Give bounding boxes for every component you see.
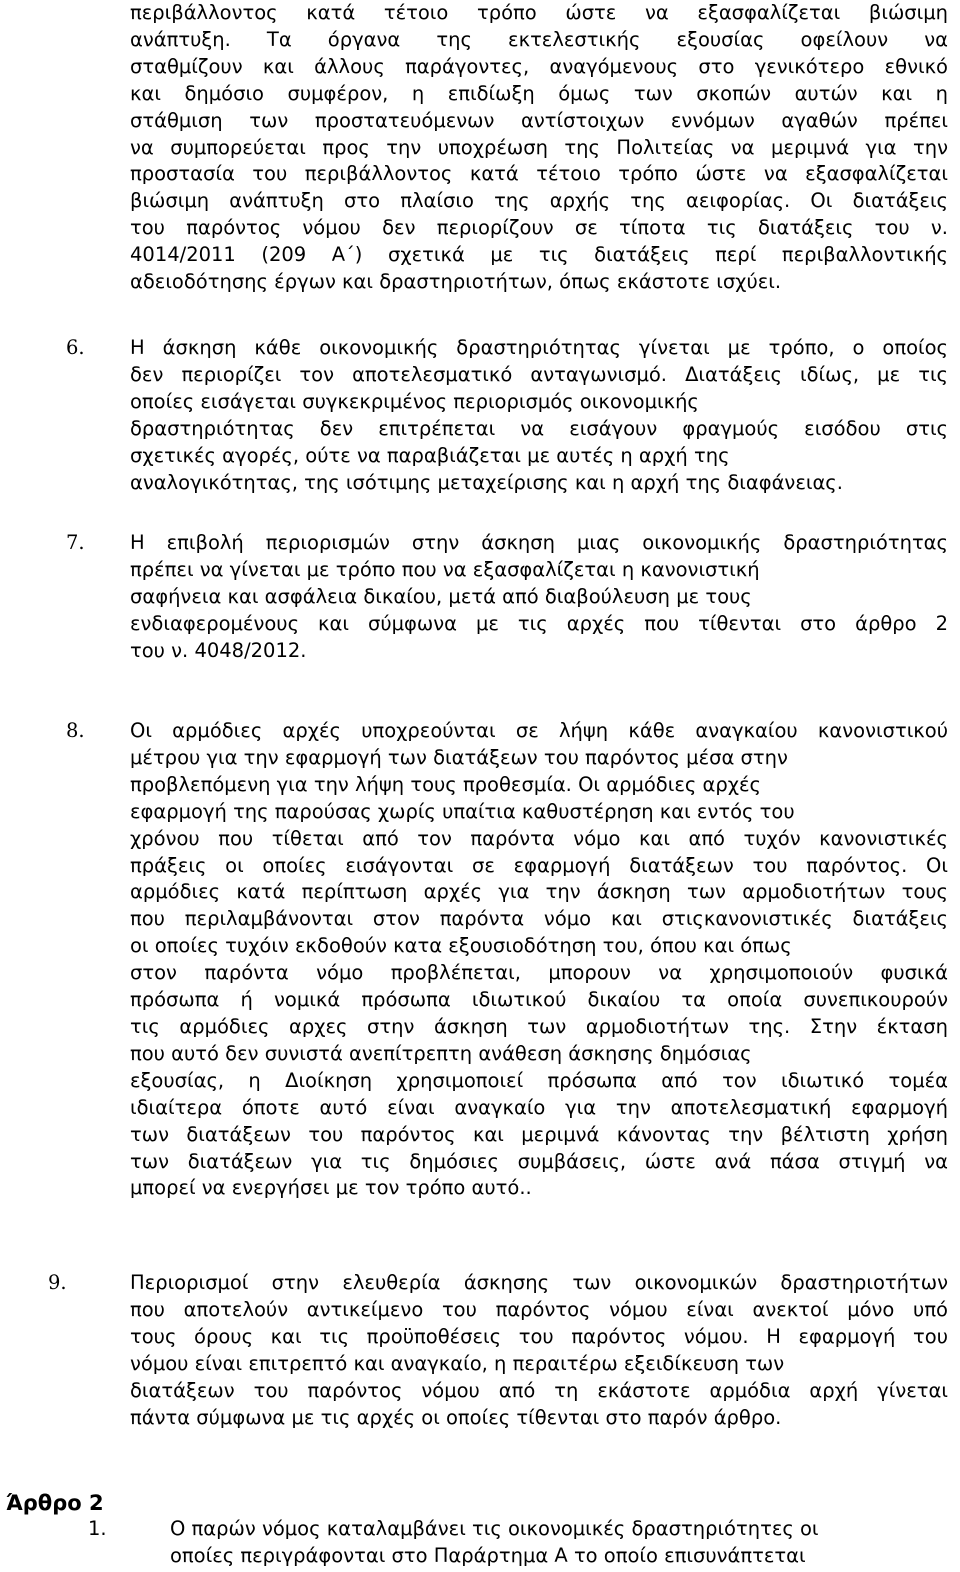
item-number: 7.: [66, 531, 85, 554]
text-line: τις αρμόδιες αρχες στην άσκηση των αρμοδιοτήτων της. Στην έκταση: [130, 1014, 948, 1038]
text-line: 4014/2011 (209 Α΄) σχετικά με τις διατάξεις περί περιβαλλοντικής: [130, 243, 948, 267]
text-line: να συμπορεύεται προς την υποχρέωση της Πολιτείας να μεριμνά για την: [130, 135, 948, 159]
text-line: δεν περιορίζει τον αποτελεσματικό ανταγωνισμό. Διατάξεις ιδίως, με τις: [130, 362, 948, 386]
item-number: 6.: [66, 336, 85, 359]
text-line: που περιλαμβάνονται στον παρόντα νόμο και στιςκανονιστικές διατάξεις: [130, 907, 948, 931]
text-line: προστασία του περιβάλλοντος κατά τέτοιο τρόπο ώστε να εξασφαλίζεται: [130, 162, 948, 186]
text-line: προβλεπόμενη για την λήψη τους προθεσμία. Οι αρμόδιες αρχές: [130, 772, 761, 796]
article-item-1-paragraph: [170, 1516, 910, 1570]
item-6-paragraph: [130, 335, 948, 496]
text-line: σταθμίζουν και άλλους παράγοντες, αναγόμενους στο γενικότερο εθνικό: [130, 54, 948, 78]
text-line: των διατάξεων για τις δημόσιες συμβάσεις, ώστε ανά πάσα στιγμή να: [130, 1149, 948, 1173]
item-9-paragraph: [130, 1270, 948, 1431]
text-line: μπορεί να ενεργήσει με τον τρόπο αυτό..: [130, 1176, 532, 1200]
text-line: δραστηριότητας δεν επιτρέπεται να εισάγουν φραγμούς εισόδου στις: [130, 416, 948, 440]
text-line: και δημόσιο συμφέρον, η επιδίωξη όμως των σκοπών αυτών και η: [130, 81, 948, 105]
text-line: μέτρου για την εφαρμογή των διατάξεων του παρόντος μέσα στην: [130, 745, 788, 769]
text-line: νόμου είναι επιτρεπτό και αναγκαίο, η περαιτέρω εξειδίκευση των: [130, 1351, 785, 1375]
text-line: στον παρόντα νόμο προβλέπεται, μπορουν να χρησιμοποιούν φυσικά: [130, 961, 948, 985]
text-line: αναλογικότητας, της ισότιμης μεταχείρισης και η αρχή της διαφάνειας.: [130, 470, 843, 494]
text-line: του ν. 4048/2012.: [130, 638, 307, 662]
text-line: ενδιαφερομένους και σύμφωνα με τις αρχές που τίθενται στο άρθρο 2: [130, 611, 948, 635]
item-number: 8.: [66, 719, 85, 742]
text-line: τους όρους και τις προϋποθέσεις του παρόντος νόμου. Η εφαρμογή του: [130, 1324, 948, 1348]
text-line: Η άσκηση κάθε οικονομικής δραστηριότητας γίνεται με τρόπο, ο οποίος: [130, 336, 948, 359]
text-line: σαφήνεια και ασφάλεια δικαίου, μετά από διαβούλευση με τους: [130, 584, 752, 608]
text-line: οποίες περιγράφονται στο Παράρτημα Α το οποίο επισυνάπτεται: [170, 1543, 806, 1567]
item-7-paragraph: [130, 530, 948, 665]
text-line: του παρόντος νόμου δεν περιορίζουν σε τίποτα τις διατάξεις του ν.: [130, 216, 948, 240]
item-number: 9.: [48, 1271, 67, 1294]
text-line: πάντα σύμφωνα με τις αρχές οι οποίες τίθενται στο παρόν άρθρο.: [130, 1405, 782, 1429]
text-line: οποίες εισάγεται συγκεκριμένος περιορισμός οικονομικής: [130, 389, 699, 413]
text-line: Περιορισμοί στην ελευθερία άσκησης των οικονομικών δραστηριοτήτων: [130, 1271, 948, 1294]
text-line: που αποτελούν αντικείμενο του παρόντος νόμου είναι ανεκτοί μόνο υπό: [130, 1297, 948, 1321]
text-line: χρόνου που τίθεται από τον παρόντα νόμο και από τυχόν κανονιστικές: [130, 826, 948, 850]
text-line: περιβάλλοντος κατά τέτοιο τρόπο ώστε να εξασφαλίζεται βιώσιμη: [130, 1, 948, 24]
item-8-paragraph: [130, 718, 948, 1202]
text-line: στάθμιση των προστατευόμενων αντίστοιχων εννόμων αγαθών πρέπει: [130, 108, 948, 132]
continuation-paragraph: [130, 0, 948, 296]
text-line: Οι αρμόδιες αρχές υποχρεούνται σε λήψη κάθε αναγκαίου κανονιστικού: [130, 719, 948, 742]
text-line: εφαρμογή της παρούσας χωρίς υπαίτια καθυστέρηση και εντός του: [130, 799, 795, 823]
text-line: που αυτό δεν συνιστά ανεπίτρεπτη ανάθεση άσκησης δημόσιας: [130, 1041, 752, 1065]
text-line: πρόσωπα ή νομικά πρόσωπα ιδιωτικού δικαίου τα οποία συνεπικουρούν: [130, 988, 948, 1012]
text-line: Η επιβολή περιορισμών στην άσκηση μιας οικονομικής δραστηριότητας: [130, 531, 948, 554]
text-line: πράξεις οι οποίες εισάγονται σε εφαρμογή διατάξεων του παρόντος. Οι: [130, 853, 948, 877]
article-heading: Άρθρο 2: [6, 1491, 104, 1515]
article-item-number: 1.: [88, 1517, 107, 1540]
text-line: ανάπτυξη. Τα όργανα της εκτελεστικής εξουσίας οφείλουν να: [130, 27, 948, 51]
text-line: οι οποίες τυχόιν εκδοθούν κατα εξουσιοδότηση του, όπου και όπως: [130, 934, 792, 958]
text-line: βιώσιμη ανάπτυξη στο πλαίσιο της αρχής της αειφορίας. Οι διατάξεις: [130, 189, 948, 213]
text-line: εξουσίας, η Διοίκηση χρησιμοποιεί πρόσωπα από τον ιδιωτικό τομέα: [130, 1068, 948, 1092]
text-line: σχετικές αγορές, ούτε να παραβιάζεται με αυτές η αρχή της: [130, 443, 730, 467]
text-line: αρμόδιες κατά περίπτωση αρχές για την άσκηση των αρμοδιοτήτων τους: [130, 880, 948, 904]
text-line: διατάξεων του παρόντος νόμου από τη εκάστοτε αρμόδια αρχή γίνεται: [130, 1378, 948, 1402]
text-line: πρέπει να γίνεται με τρόπο που να εξασφαλίζεται η κανονιστική: [130, 557, 760, 581]
text-line: αδειοδότησης έργων και δραστηριοτήτων, όπως εκάστοτε ισχύει.: [130, 270, 782, 294]
text-line: ιδιαίτερα όποτε αυτό είναι αναγκαίο για την αποτελεσματική εφαρμογή: [130, 1095, 948, 1119]
text-line: Ο παρών νόμος καταλαμβάνει τις οικονομικές δραστηριότητες οι: [170, 1517, 819, 1540]
text-line: των διατάξεων του παρόντος και μεριμνά κάνοντας την βέλτιστη χρήση: [130, 1122, 948, 1146]
